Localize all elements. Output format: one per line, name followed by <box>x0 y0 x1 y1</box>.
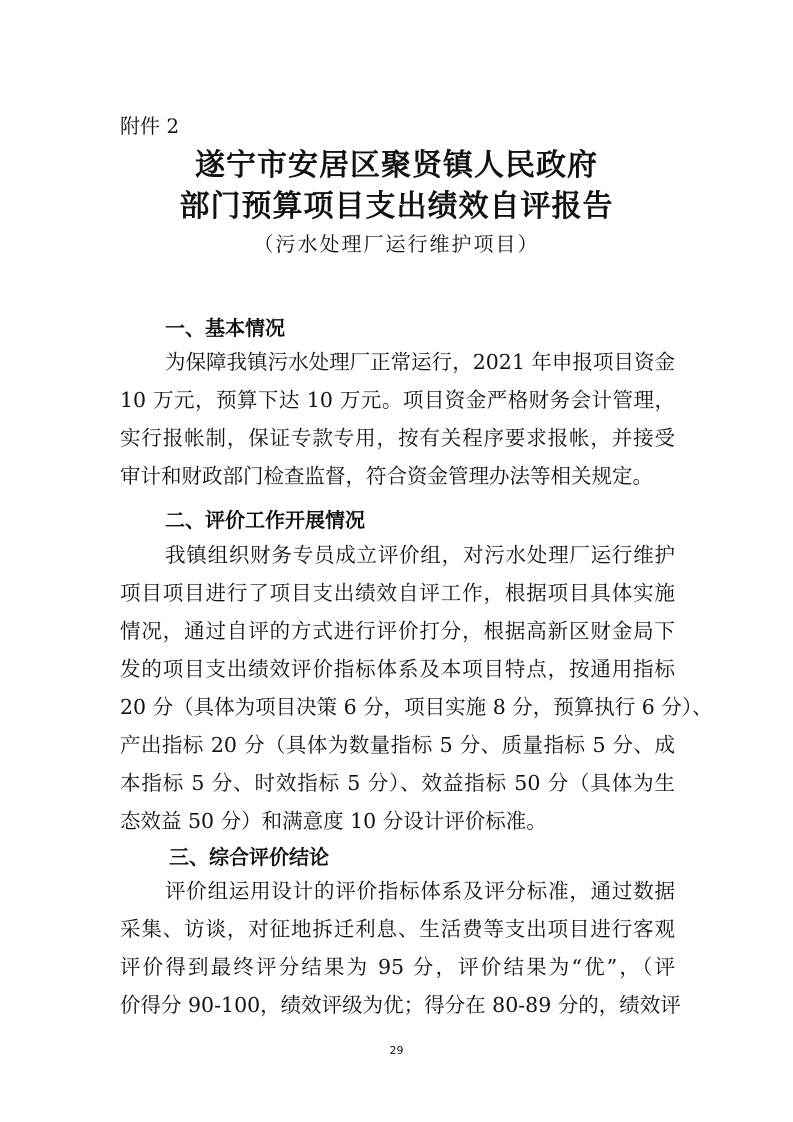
paragraph-line: 价得分 90-100，绩效评级为优；得分在 80-89 分的，绩效评 <box>120 993 681 1017</box>
paragraph-line: 本指标 5 分、时效指标 5 分）、效益指标 50 分（具体为生 <box>120 771 675 795</box>
report-title-line-1: 遂宁市安居区聚贤镇人民政府 <box>195 148 598 183</box>
section-heading-basic-info: 一、基本情况 <box>165 316 285 340</box>
section-heading-evaluation-work: 二、评价工作开展情况 <box>165 508 365 532</box>
paragraph-line: 10 万元，预算下达 10 万元。项目资金严格财务会计管理， <box>120 388 675 412</box>
paragraph-line: 情况，通过自评的方式进行评价打分，根据高新区财金局下 <box>120 619 675 643</box>
paragraph-line: 项目项目进行了项目支出绩效自评工作，根据项目具体实施 <box>120 581 675 605</box>
section-heading-conclusion: 三、综合评价结论 <box>169 845 329 869</box>
paragraph-line: 20 分（具体为项目决策 6 分，项目实施 8 分，预算执行 6 分）、 <box>120 695 713 719</box>
paragraph-line: 评价组运用设计的评价指标体系及评分标准，通过数据 <box>165 879 675 903</box>
paragraph-line: 实行报帐制，保证专款专用，按有关程序要求报帐，并接受 <box>120 426 675 450</box>
paragraph-line: 产出指标 20 分（具体为数量指标 5 分、质量指标 5 分、成 <box>120 733 675 757</box>
paragraph-line: 评价得到最终评分结果为 95 分，评价结果为“优”，（评 <box>120 955 675 979</box>
report-subtitle: （污水处理厂运行维护项目） <box>253 232 540 256</box>
attachment-label: 附件 2 <box>120 114 180 138</box>
page-number: 29 <box>389 1044 404 1057</box>
report-title-line-2: 部门预算项目支出绩效自评报告 <box>179 189 614 224</box>
paragraph-line: 采集、访谈，对征地拆迁利息、生活费等支出项目进行客观 <box>120 917 675 941</box>
paragraph-line: 我镇组织财务专员成立评价组，对污水处理厂运行维护 <box>165 543 675 567</box>
paragraph-line: 为保障我镇污水处理厂正常运行，2021 年申报项目资金 <box>165 350 675 374</box>
paragraph-line: 发的项目支出绩效评价指标体系及本项目特点，按通用指标 <box>120 657 675 681</box>
paragraph-line: 审计和财政部门检查监督，符合资金管理办法等相关规定。 <box>120 464 653 488</box>
paragraph-line: 态效益 50 分）和满意度 10 分设计评价标准。 <box>120 809 547 833</box>
